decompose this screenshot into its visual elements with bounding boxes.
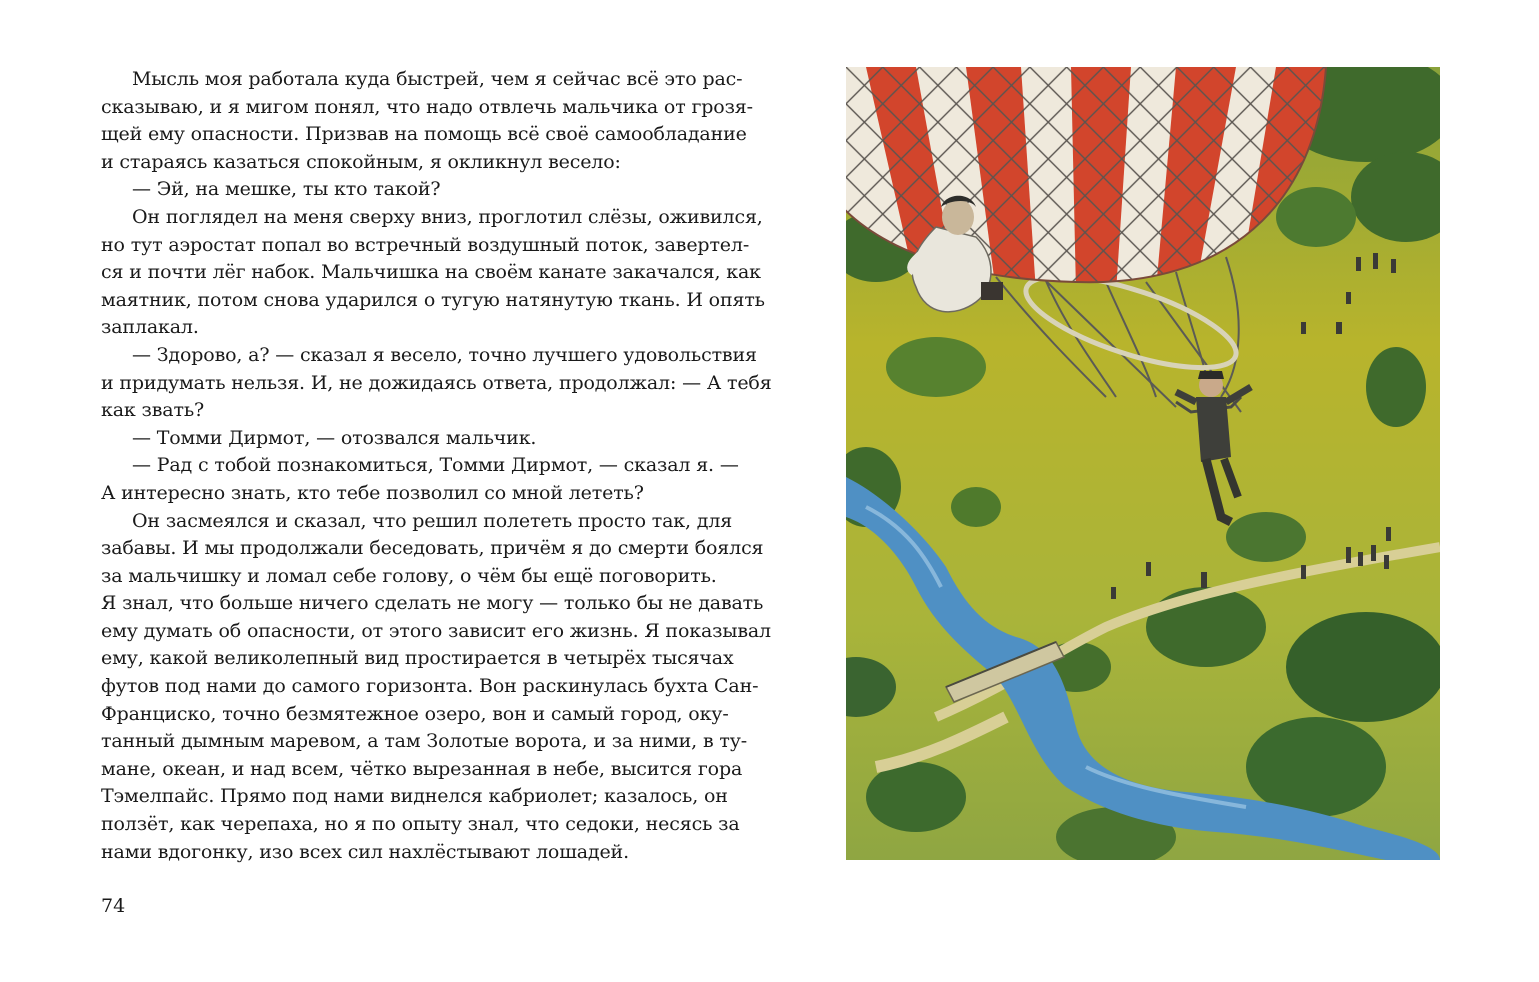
text-line: маятник, потом снова ударился о тугую натянутую ткань. И опять bbox=[101, 288, 765, 311]
text-line: — Эй, на мешке, ты кто такой? bbox=[132, 178, 441, 201]
text-line: Он засмеялся и сказал, что решил полететь просто так, для bbox=[132, 509, 733, 532]
text-line: заплакал. bbox=[101, 316, 199, 339]
text-line: и стараясь казаться спокойным, я окликнул весело: bbox=[101, 150, 621, 173]
illustration-canvas bbox=[846, 67, 1440, 860]
text-line: ему, какой великолепный вид простирается в четырёх тысячах bbox=[101, 647, 734, 670]
text-line: — Рад с тобой познакомиться, Томми Дирмот, — сказал я. — bbox=[132, 454, 739, 477]
balloon-illustration bbox=[846, 67, 1440, 860]
text-line: но тут аэростат попал во встречный воздушный поток, завертел- bbox=[101, 233, 750, 256]
text-line: мане, океан, и над всем, чётко вырезанная в небе, высится гора bbox=[101, 757, 743, 780]
text-line: футов под нами до самого горизонта. Вон раскинулась бухта Сан- bbox=[101, 675, 759, 698]
text-line: Он поглядел на меня сверху вниз, проглотил слёзы, оживился, bbox=[132, 205, 763, 228]
text-line: Мысль моя работала куда быстрей, чем я сейчас всё это рас- bbox=[132, 68, 743, 90]
text-line: ся и почти лёг набок. Мальчишка на своём канате закачался, как bbox=[101, 261, 761, 284]
text-line: Я знал, что больше ничего сделать не могу — только бы не давать bbox=[101, 592, 764, 615]
text-line: — Здорово, а? — сказал я весело, точно лучшего удовольствия bbox=[132, 343, 757, 366]
text-line: ему думать об опасности, от этого зависит его жизнь. Я показывал bbox=[101, 619, 771, 642]
body-text bbox=[101, 66, 772, 866]
text-line: забавы. И мы продолжали беседовать, причём я до смерти боялся bbox=[101, 537, 764, 560]
text-line: танный дымным маревом, а там Золотые ворота, и за ними, в ту- bbox=[101, 730, 748, 753]
page-number: 74 bbox=[101, 895, 126, 917]
text-line: А интересно знать, кто тебе позволил со мной лететь? bbox=[101, 481, 644, 504]
text-line: за мальчишку и ломал себе голову, о чём бы ещё поговорить. bbox=[101, 564, 717, 587]
text-line: щей ему опасности. Призвав на помощь всё своё самообладание bbox=[101, 123, 747, 146]
text-line: и придумать нельзя. И, не дожидаясь ответа, продолжал: — А тебя bbox=[101, 371, 772, 394]
text-line: как звать? bbox=[101, 399, 205, 422]
text-line: Тэмелпайс. Прямо под нами виднелся кабриолет; казалось, он bbox=[101, 785, 728, 808]
text-line: сказываю, и я мигом понял, что надо отвлечь мальчика от грозя- bbox=[101, 95, 753, 118]
text-line: — Томми Дирмот, — отозвался мальчик. bbox=[132, 426, 537, 449]
text-line: Франциско, точно безмятежное озеро, вон и самый город, оку- bbox=[101, 702, 729, 725]
text-line: ползёт, как черепаха, но я по опыту знал, что седоки, несясь за bbox=[101, 813, 740, 836]
text-line: нами вдогонку, изо всех сил нахлёстывают лошадей. bbox=[101, 840, 629, 863]
